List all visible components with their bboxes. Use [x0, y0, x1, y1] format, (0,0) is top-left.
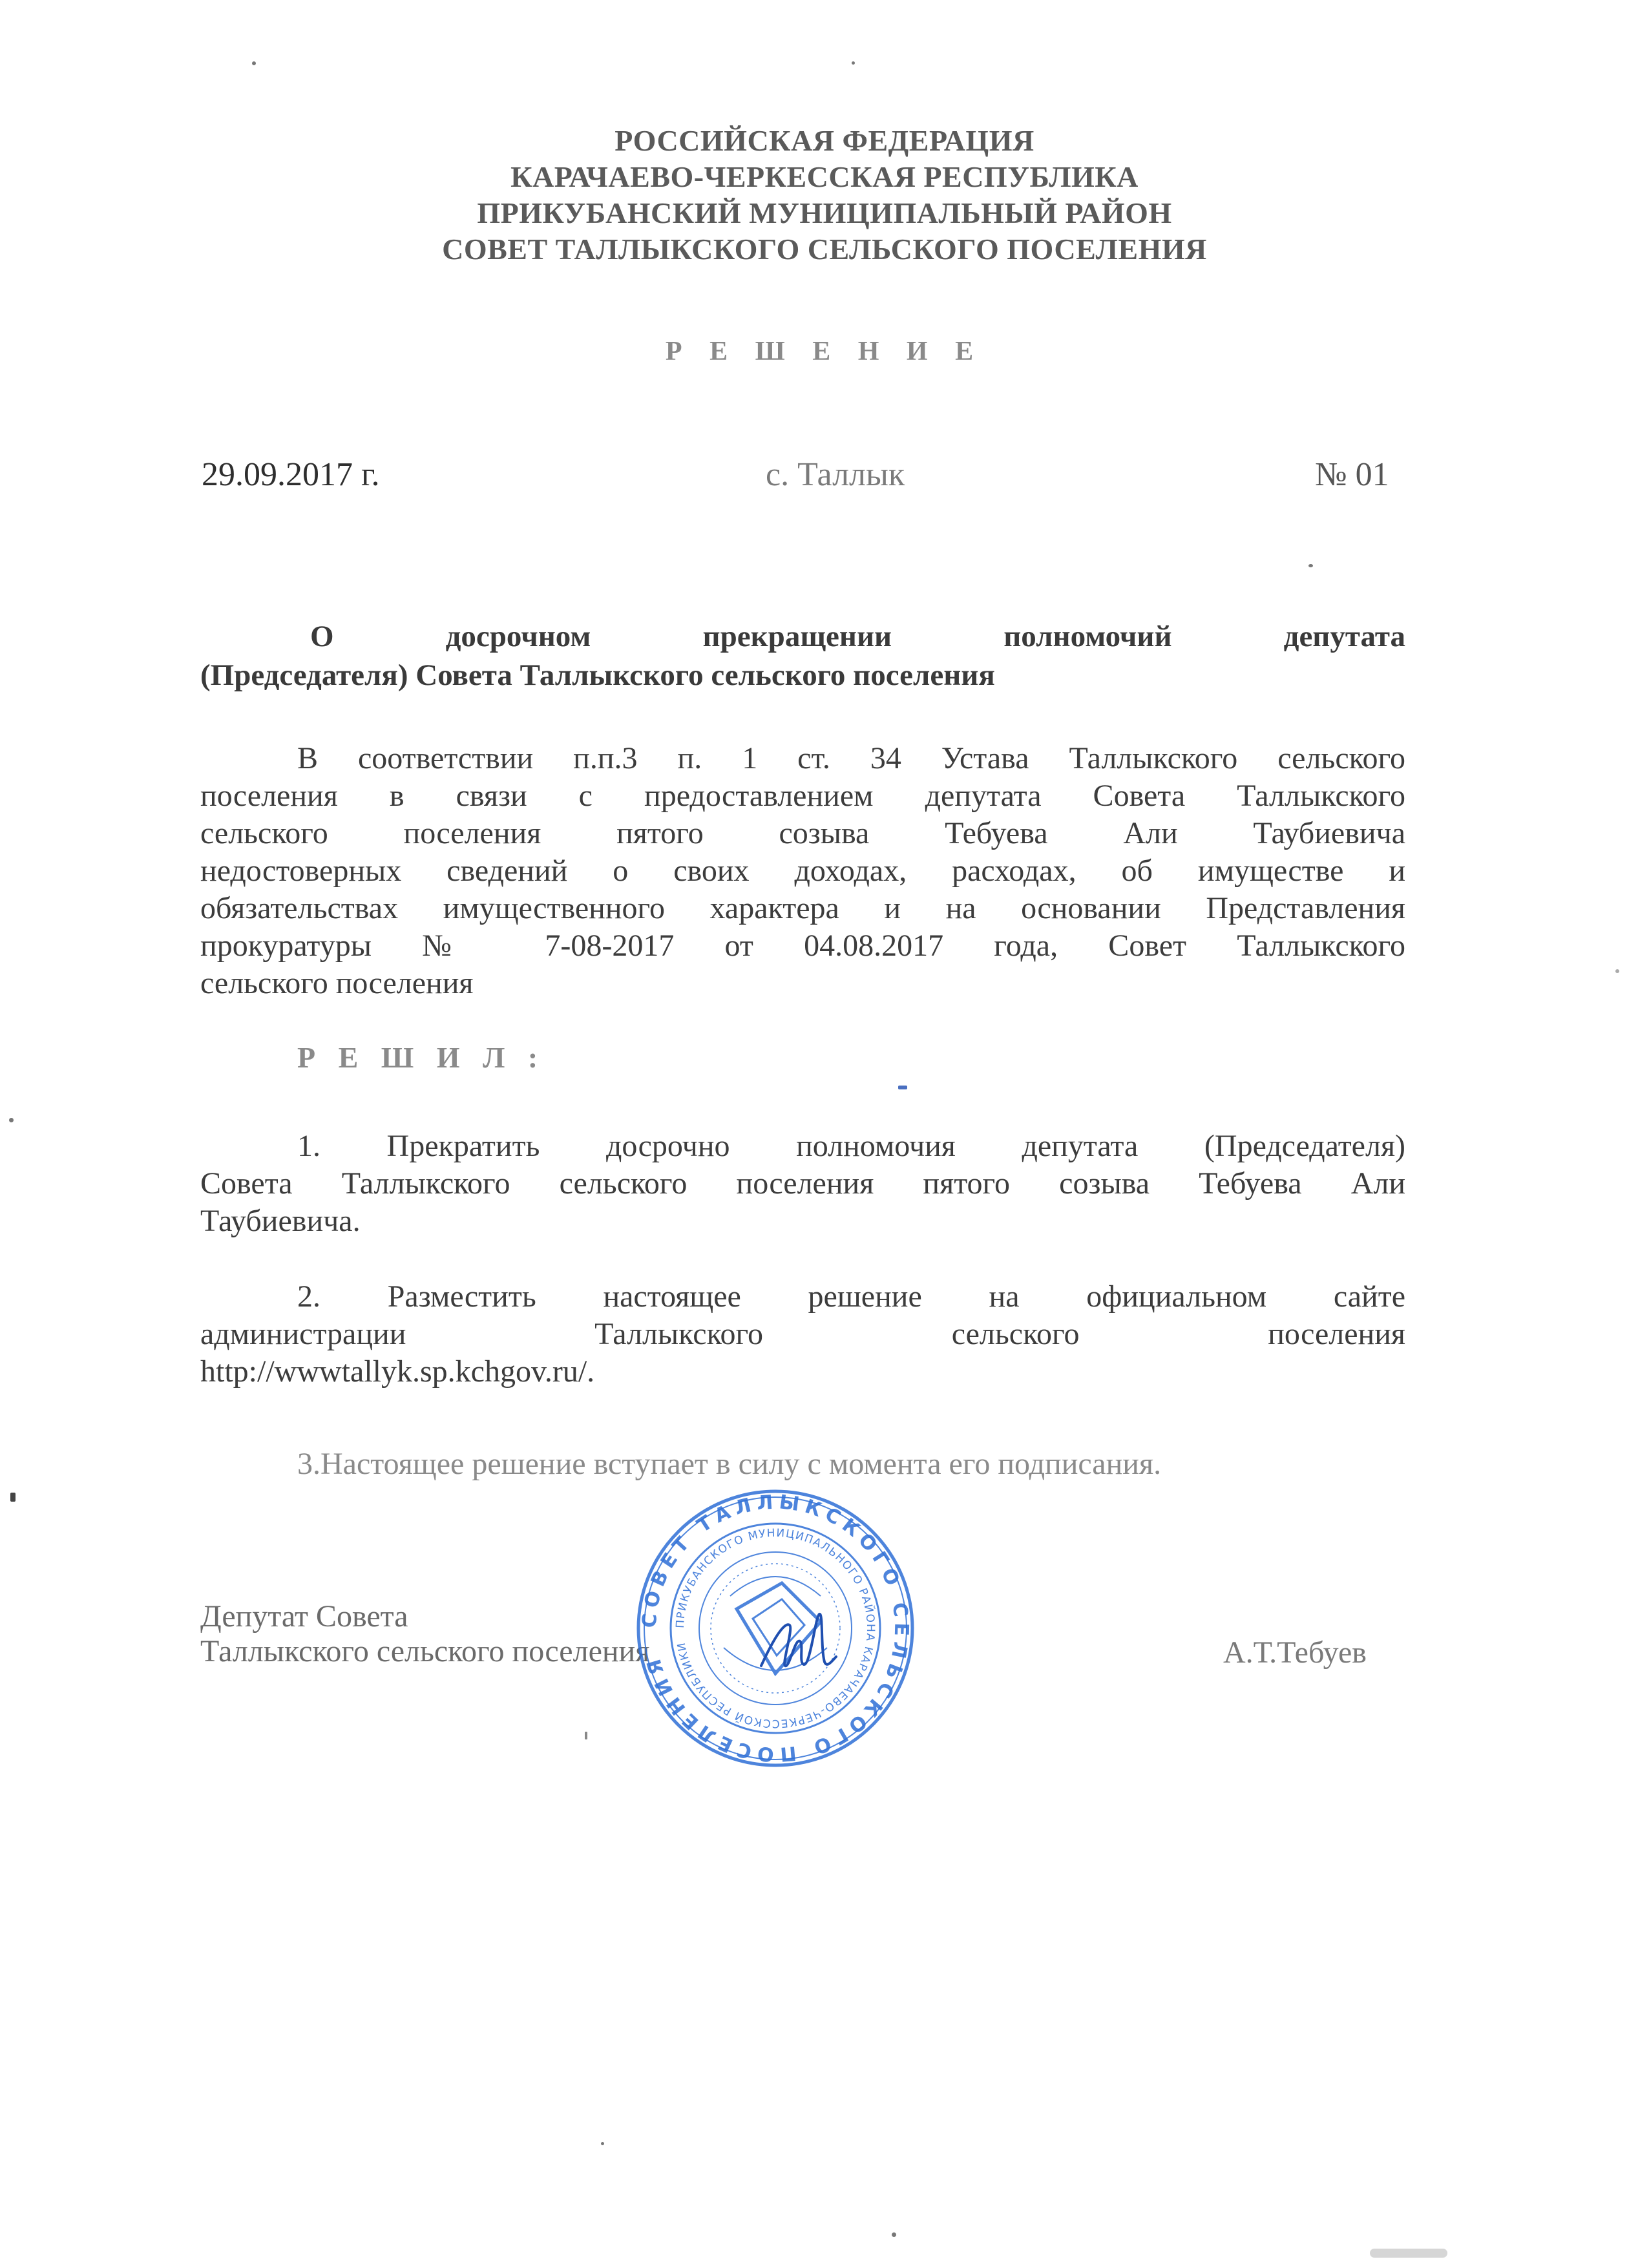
- scan-speck: [252, 61, 256, 65]
- header-country: РОССИЙСКАЯ ФЕДЕРАЦИЯ: [614, 124, 1035, 157]
- resolved-label: Р Е Ш И Л :: [297, 1041, 546, 1074]
- item-line: Таубиевича.: [200, 1204, 361, 1238]
- item-line: Совета Таллыкского сельского поселения пятого созыва Тебуева Али: [200, 1166, 1405, 1201]
- scan-speck: [1370, 2249, 1447, 2258]
- seal-outer-text: СОВЕТ ТАЛЛЫКСКОГО СЕЛЬСКОГО ПОСЕЛЕНИЯ: [638, 1491, 913, 1766]
- header-republic: КАРАЧАЕВО-ЧЕРКЕССКАЯ РЕСПУБЛИКА: [510, 160, 1139, 193]
- preamble-line: недостоверных сведений о своих доходах, расходах, об имуществе и: [200, 854, 1405, 888]
- scan-speck: [1615, 969, 1619, 973]
- handwritten-signature: [756, 1609, 840, 1680]
- scan-speck: [9, 1118, 14, 1122]
- document-header: [0, 123, 1649, 268]
- document-number: № 01: [1315, 456, 1389, 493]
- resolution-item-3: [200, 1445, 1405, 1483]
- signatory-position: [200, 1599, 649, 1669]
- scan-speck: [892, 2232, 896, 2237]
- signatory-name: А.Т.Тебуев: [1223, 1635, 1367, 1670]
- resolution-item-1: [200, 1128, 1405, 1240]
- scan-speck: [898, 1086, 907, 1089]
- subject-line-2: (Председателя) Совета Таллыкского сельского поселения: [200, 658, 995, 692]
- document-place: с. Таллык: [766, 456, 905, 493]
- resolution-item-2: [200, 1278, 1405, 1391]
- scan-speck: [585, 1732, 587, 1739]
- scan-speck: [852, 61, 855, 65]
- subject-line-1: О досрочном прекращении полномочий депутата: [310, 620, 1405, 653]
- item-line: 3.Настоящее решение вступает в силу с момента его подписания.: [297, 1447, 1162, 1481]
- item-line: 1. Прекратить досрочно полномочия депутата (Председателя): [297, 1129, 1405, 1163]
- header-district: ПРИКУБАНСКИЙ МУНИЦИПАЛЬНЫЙ РАЙОН: [477, 196, 1172, 229]
- signatory-position-line-2: Таллыкского сельского поселения: [200, 1634, 650, 1668]
- preamble-line: обязательствах имущественного характера и на основании Представления: [200, 891, 1405, 925]
- website-url[interactable]: http://wwwtallyk.sp.kchgov.ru/.: [200, 1354, 595, 1389]
- preamble-line: сельского поселения: [200, 966, 474, 1000]
- seal-inner-text: ПРИКУБАНСКОГО МУНИЦИПАЛЬНОГО РАЙОНА КАРАЧАЕВО-ЧЕРКЕССКОЙ РЕСПУБЛИКИ: [673, 1526, 877, 1730]
- item-line: 2. Разместить настоящее решение на официальном сайте: [297, 1279, 1405, 1314]
- item-line: администрации Таллыкского сельского поселения: [200, 1317, 1405, 1351]
- preamble-line: прокуратуры № 7-08-2017 от 04.08.2017 года, Совет Таллыкского: [200, 929, 1405, 963]
- scan-speck: [10, 1493, 16, 1502]
- header-council: СОВЕТ ТАЛЛЫКСКОГО СЕЛЬСКОГО ПОСЕЛЕНИЯ: [442, 233, 1207, 266]
- preamble-line: поселения в связи с предоставлением депутата Совета Таллыкского: [200, 779, 1405, 813]
- document-subject: [200, 617, 1405, 695]
- document-date: 29.09.2017 г.: [202, 456, 380, 493]
- signatory-position-line-1: Депутат Совета: [200, 1599, 408, 1633]
- preamble-line: сельского поселения пятого созыва Тебуева Али Таубиевича: [200, 816, 1405, 850]
- scan-speck: [601, 2142, 604, 2145]
- preamble-line: В соответствии п.п.3 п. 1 ст. 34 Устава Таллыкского сельского: [297, 741, 1405, 775]
- scan-speck: [1308, 564, 1313, 567]
- preamble-paragraph: [200, 740, 1405, 1002]
- document-type-title: Р Е Ш Е Н И Е: [665, 337, 984, 366]
